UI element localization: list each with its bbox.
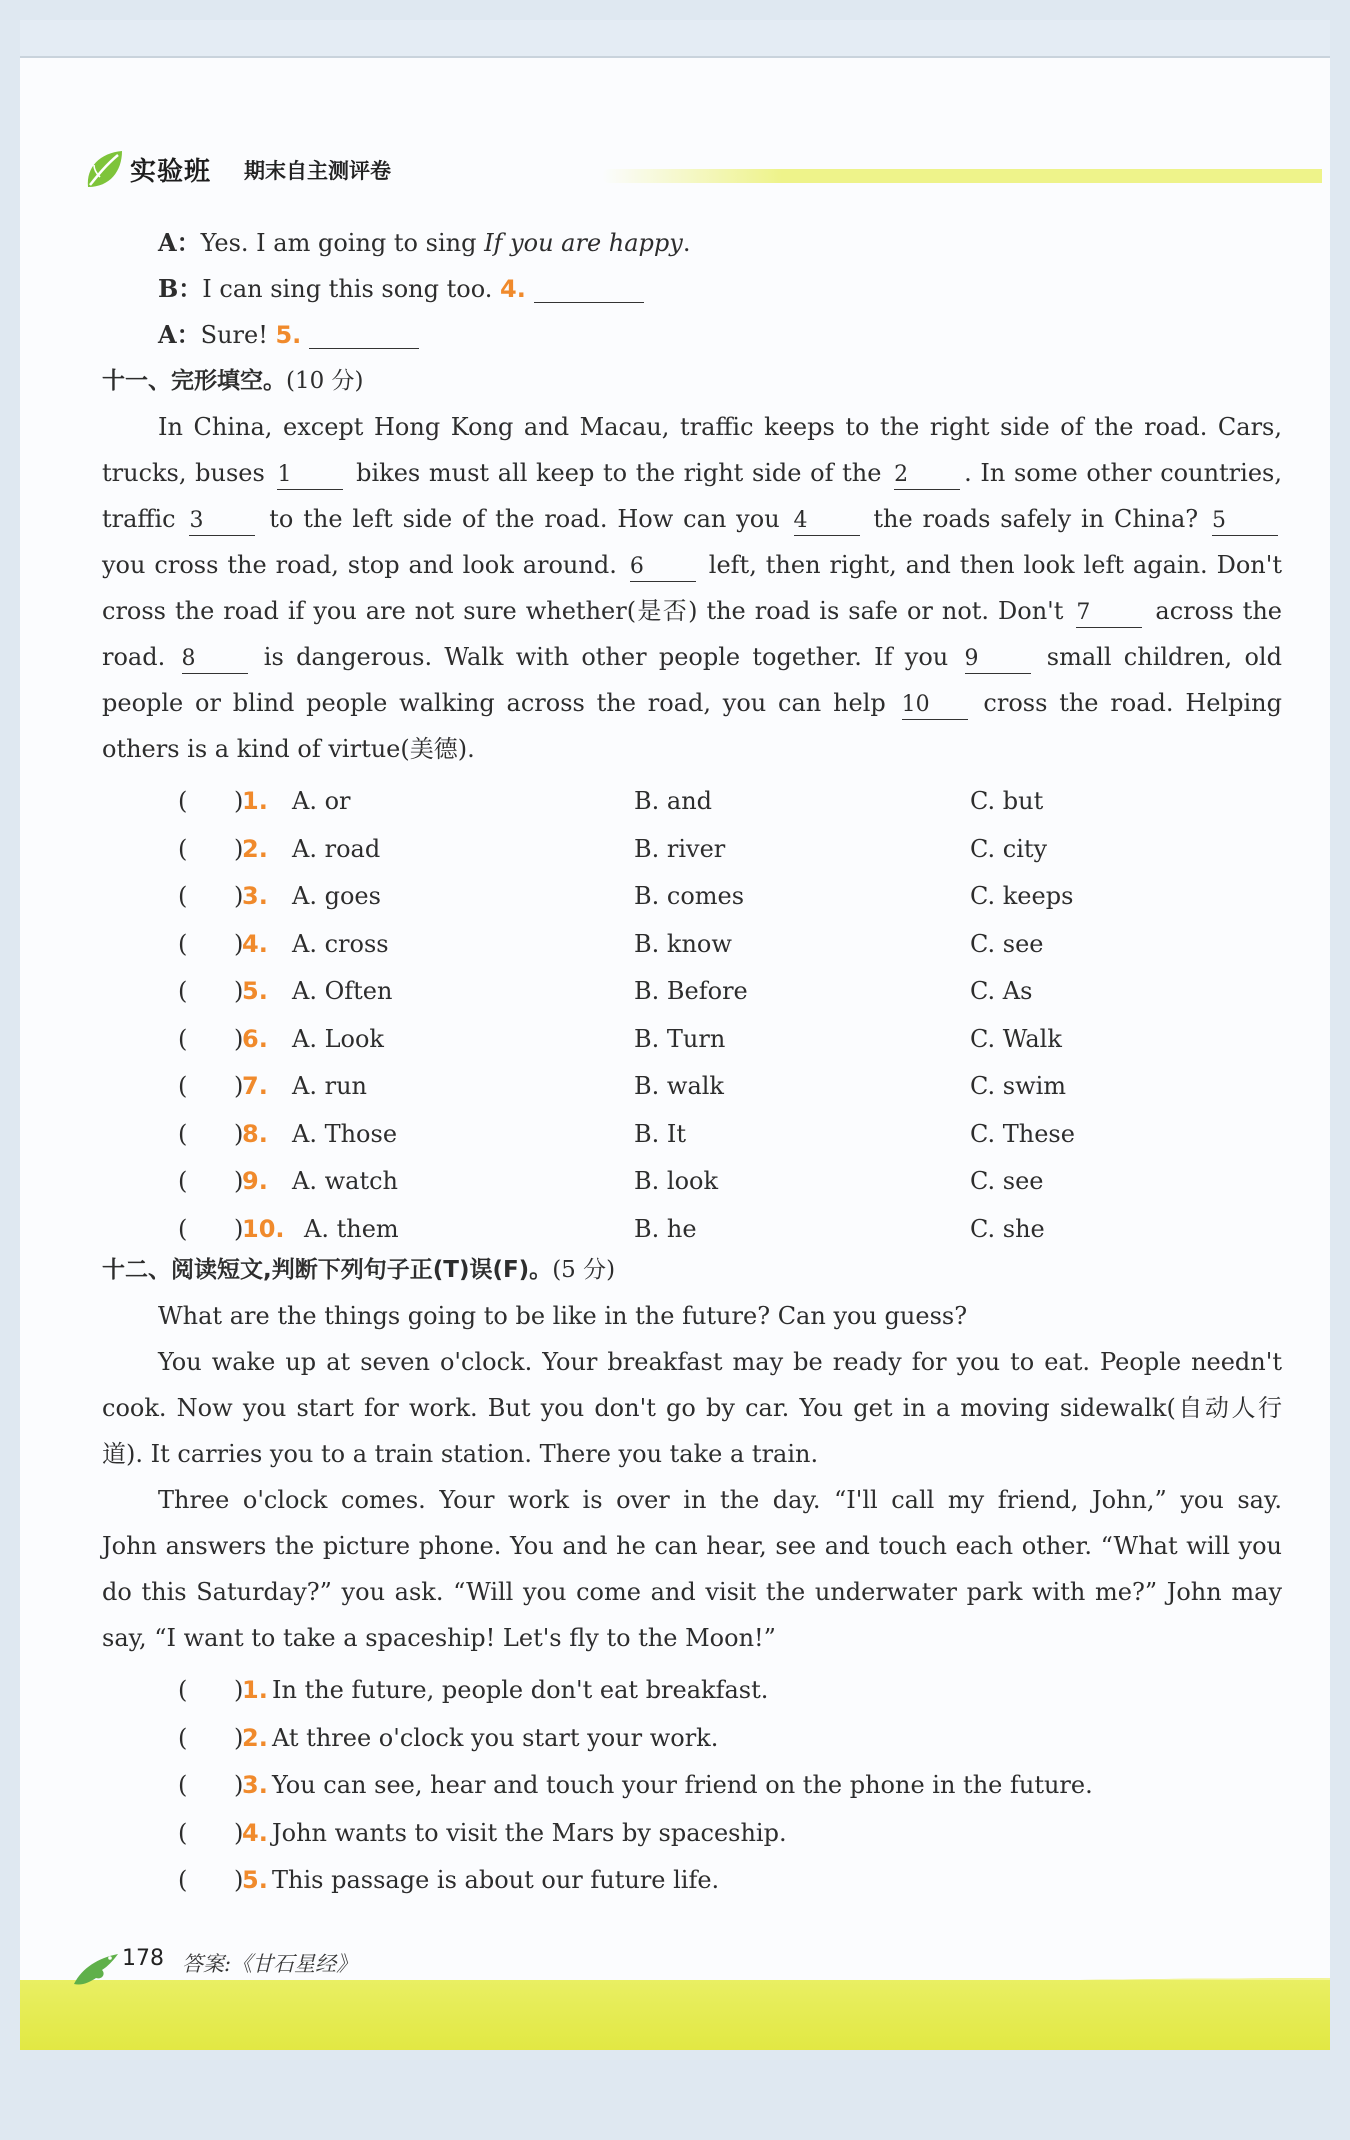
option-c[interactable]: C. swim <box>970 1072 1067 1100</box>
statement-text: In the future, people don't eat breakfast. <box>272 1676 769 1704</box>
reading-line <box>102 1615 1282 1661</box>
cloze-line <box>102 450 1282 496</box>
option-a[interactable]: A. road <box>292 834 381 863</box>
choice-row <box>102 1200 1282 1248</box>
passage-text: others is a kind of virtue(美德). <box>102 735 475 763</box>
cloze-line <box>102 542 1282 588</box>
cloze-gap: 4 <box>794 507 860 536</box>
dialog-line <box>102 220 1282 266</box>
reading-line <box>102 1385 1282 1431</box>
answer-blank[interactable] <box>309 322 419 349</box>
statement-text: At three o'clock you start your work. <box>272 1723 719 1752</box>
answer-paren-close: ) <box>234 977 244 1005</box>
choice-row <box>102 772 1282 820</box>
answer-paren-close: ) <box>234 1024 244 1053</box>
statement-text: John wants to visit the Mars by spaceship. <box>272 1818 787 1847</box>
section-points: (5 分) <box>552 1257 616 1283</box>
passage-text: across the <box>1155 597 1282 625</box>
choice-row <box>102 962 1282 1010</box>
option-b[interactable]: B. river <box>634 834 726 863</box>
brand-title: 实验班 <box>130 157 212 187</box>
answer-paren-close: ) <box>234 1167 244 1195</box>
option-c[interactable]: C. see <box>970 1167 1044 1195</box>
answer-paren-open[interactable]: ( <box>178 787 188 815</box>
passage-text: you cross the road, stop and look around. <box>102 551 617 579</box>
option-b[interactable]: B. It <box>634 1119 687 1148</box>
answer-paren-open[interactable]: ( <box>178 1676 188 1704</box>
passage-text: . In some other countries, <box>964 459 1282 487</box>
cloze-gap: 10 <box>902 691 968 720</box>
section-heading: 十一、完形填空。 <box>102 368 286 394</box>
answer-paren-close: ) <box>234 1723 244 1752</box>
reading-text: John answers the picture phone. You and he can hear, see and touch each other. “What will you <box>102 1532 1282 1560</box>
option-a[interactable]: A. Those <box>292 1119 398 1148</box>
passage-text: bikes must all keep to the right side of the <box>356 459 882 487</box>
page-footer <box>20 1900 1330 2120</box>
cloze-gap: 2 <box>894 461 960 490</box>
passage-text: trucks, buses <box>102 459 265 487</box>
tf-row <box>102 1804 1282 1852</box>
option-b[interactable]: B. Turn <box>634 1024 726 1053</box>
option-a[interactable]: A. them <box>304 1214 399 1243</box>
statement-text: This passage is about our future life. <box>272 1866 720 1895</box>
question-number: 3. <box>242 1771 268 1800</box>
cloze-gap: 9 <box>965 645 1031 674</box>
passage-text: small children, old <box>1046 643 1282 671</box>
question-number: 4. <box>242 929 268 958</box>
question-number: 1. <box>242 787 268 815</box>
answer-paren-open[interactable]: ( <box>178 929 188 958</box>
workbook-page <box>20 20 1330 2120</box>
answer-paren-close: ) <box>234 1866 244 1895</box>
choice-row <box>102 1105 1282 1153</box>
reading-text: Three o'clock comes. Your work is over in the day. “I'll call my friend, John,” you say. <box>158 1486 1282 1514</box>
cloze-line <box>102 680 1282 726</box>
question-number: 2. <box>242 834 268 863</box>
passage-text: road. <box>102 643 166 671</box>
option-a[interactable]: A. Often <box>292 977 393 1005</box>
leaf-logo-icon <box>82 147 126 191</box>
statement-text: You can see, hear and touch your friend on the phone in the future. <box>272 1771 1093 1800</box>
section-title <box>102 358 1282 404</box>
answer-paren-close: ) <box>234 929 244 958</box>
dolphin-icon <box>72 1948 122 1990</box>
option-a[interactable]: A. run <box>292 1072 367 1100</box>
choice-row <box>102 820 1282 868</box>
option-c[interactable]: C. but <box>970 787 1044 815</box>
option-c[interactable]: C. see <box>970 929 1044 958</box>
reading-line <box>102 1339 1282 1385</box>
option-a[interactable]: A. cross <box>292 929 389 958</box>
tf-row <box>102 1851 1282 1899</box>
answer-blank[interactable] <box>534 276 644 303</box>
answer-reference: 答案:《甘石星经》 <box>182 1952 358 1976</box>
option-c[interactable]: C. city <box>970 834 1048 863</box>
answer-paren-open[interactable]: ( <box>178 1214 188 1243</box>
passage-text: left, then right, and then look left again. Don't <box>708 551 1283 579</box>
section-heading: 十二、阅读短文,判断下列句子正(T)误(F)。 <box>102 1257 553 1283</box>
answer-paren-close: ) <box>234 1771 244 1800</box>
question-number: 3. <box>242 882 268 910</box>
answer-paren-open[interactable]: ( <box>178 882 188 910</box>
answer-paren-close: ) <box>234 834 244 863</box>
option-b[interactable]: B. and <box>634 787 713 815</box>
speaker-label: A： <box>158 228 201 257</box>
passage-text: cross the road. Helping <box>983 689 1283 717</box>
cloze-gap: 8 <box>182 645 248 674</box>
question-number: 5. <box>242 1866 268 1895</box>
reading-text: 道). It carries you to a train station. There you take a train. <box>102 1440 819 1468</box>
reading-line <box>102 1569 1282 1615</box>
answer-paren-open[interactable]: ( <box>178 977 188 1005</box>
dialog-line <box>102 312 1282 358</box>
section-points: (10 分) <box>286 368 364 394</box>
answer-paren-close: ) <box>234 882 244 910</box>
passage-text: In China, except Hong Kong and Macau, traffic keeps to the right side of the road. Cars, <box>158 413 1282 441</box>
answer-paren-open[interactable]: ( <box>178 1024 188 1053</box>
section-title <box>102 1247 1282 1293</box>
song-title: If you are happy <box>484 229 683 257</box>
answer-paren-open[interactable]: ( <box>178 1818 188 1847</box>
tf-row <box>102 1709 1282 1757</box>
cloze-line <box>102 496 1282 542</box>
question-number: 9. <box>242 1167 268 1195</box>
cloze-line <box>102 588 1282 634</box>
dialog-text: Sure! <box>200 321 276 349</box>
option-b[interactable]: B. look <box>634 1167 719 1195</box>
header-bar <box>602 169 1322 183</box>
passage-text: cross the road if you are not sure whether(是否) the road is safe or not. Don't <box>102 597 1064 625</box>
dialog-line <box>102 266 1282 312</box>
option-b[interactable]: B. he <box>634 1214 697 1243</box>
question-number: 1. <box>242 1676 268 1704</box>
choice-row <box>102 1010 1282 1058</box>
question-number: 7. <box>242 1072 268 1100</box>
answer-paren-open[interactable]: ( <box>178 1771 188 1800</box>
question-number: 4. <box>500 275 526 303</box>
passage-text: to the left side of the road. How can you <box>269 505 780 533</box>
tf-row <box>102 1756 1282 1804</box>
answer-paren-open[interactable]: ( <box>178 1167 188 1195</box>
answer-paren-close: ) <box>234 1072 244 1100</box>
option-b[interactable]: B. walk <box>634 1072 724 1100</box>
speaker-label: B： <box>158 274 203 303</box>
speaker-label: A： <box>158 320 201 349</box>
dialog-text: . <box>682 229 691 257</box>
passage-text: is dangerous. Walk with other people together. If you <box>263 643 949 671</box>
reading-text: do this Saturday?” you ask. “Will you come and visit the underwater park with me?” John may <box>102 1578 1282 1606</box>
question-number: 10. <box>242 1214 285 1243</box>
answer-paren-close: ) <box>234 1818 244 1847</box>
cloze-gap: 5 <box>1212 507 1278 536</box>
choice-row <box>102 915 1282 963</box>
option-a[interactable]: A. watch <box>292 1167 398 1195</box>
page-number: 178 <box>122 1946 164 1971</box>
page-content <box>102 220 1282 1899</box>
cloze-gap: 7 <box>1076 599 1142 628</box>
reading-line <box>102 1477 1282 1523</box>
exam-title: 期末自主测评卷 <box>244 159 391 183</box>
answer-paren-close: ) <box>234 1214 244 1243</box>
true-false-list <box>102 1661 1282 1899</box>
dialog-text: I can sing this song too. <box>202 275 500 303</box>
answer-paren-open[interactable]: ( <box>178 1723 188 1752</box>
answer-paren-open[interactable]: ( <box>178 1866 188 1895</box>
passage-text: people or blind people walking across the road, you can help <box>102 689 886 717</box>
answer-paren-close: ) <box>234 1676 244 1704</box>
answer-paren-open[interactable]: ( <box>178 1119 188 1148</box>
top-band <box>20 20 1330 58</box>
choice-row <box>102 1057 1282 1105</box>
reading-text: cook. Now you start for work. But you don't go by car. You get in a moving sidewalk(自动人行 <box>102 1394 1282 1422</box>
answer-paren-close: ) <box>234 1119 244 1148</box>
reading-line <box>102 1523 1282 1569</box>
answer-paren-open[interactable]: ( <box>178 834 188 863</box>
tf-row <box>102 1661 1282 1709</box>
option-b[interactable]: B. know <box>634 929 732 958</box>
choice-list <box>102 772 1282 1247</box>
reading-text: You wake up at seven o'clock. Your breakfast may be ready for you to eat. People needn't <box>158 1348 1282 1376</box>
reading-line <box>102 1293 1282 1339</box>
option-a[interactable]: A. goes <box>292 882 381 910</box>
answer-paren-open[interactable]: ( <box>178 1072 188 1100</box>
option-c[interactable]: C. As <box>970 977 1033 1005</box>
reading-text: say, “I want to take a spaceship! Let's fly to the Moon!” <box>102 1624 776 1652</box>
reading-line <box>102 1431 1282 1477</box>
footer-bottom <box>20 2050 1330 2120</box>
option-b[interactable]: B. comes <box>634 882 745 910</box>
choice-row <box>102 867 1282 915</box>
cloze-gap: 6 <box>630 553 696 582</box>
question-number: 2. <box>242 1723 268 1752</box>
option-c[interactable]: C. These <box>970 1119 1075 1148</box>
cloze-gap: 3 <box>189 507 255 536</box>
option-c[interactable]: C. keeps <box>970 882 1074 910</box>
page-header <box>82 125 1322 195</box>
question-number: 6. <box>242 1024 268 1053</box>
option-a[interactable]: A. Look <box>292 1024 384 1053</box>
option-b[interactable]: B. Before <box>634 977 748 1005</box>
dialog-text: Yes. I am going to sing <box>200 229 485 257</box>
reading-text: What are the things going to be like in the future? Can you guess? <box>158 1302 968 1330</box>
option-c[interactable]: C. she <box>970 1214 1045 1243</box>
question-number: 8. <box>242 1119 268 1148</box>
option-c[interactable]: C. Walk <box>970 1024 1062 1053</box>
cloze-line <box>102 726 1282 772</box>
choice-row <box>102 1152 1282 1200</box>
question-number: 5. <box>275 321 302 349</box>
answer-paren-close: ) <box>234 787 244 815</box>
cloze-line <box>102 404 1282 450</box>
option-a[interactable]: A. or <box>292 787 351 815</box>
cloze-gap: 1 <box>277 461 343 490</box>
passage-text: the roads safely in China? <box>873 505 1199 533</box>
passage-text: traffic <box>102 505 176 533</box>
question-number: 4. <box>242 1818 268 1847</box>
question-number: 5. <box>242 977 268 1005</box>
cloze-line <box>102 634 1282 680</box>
